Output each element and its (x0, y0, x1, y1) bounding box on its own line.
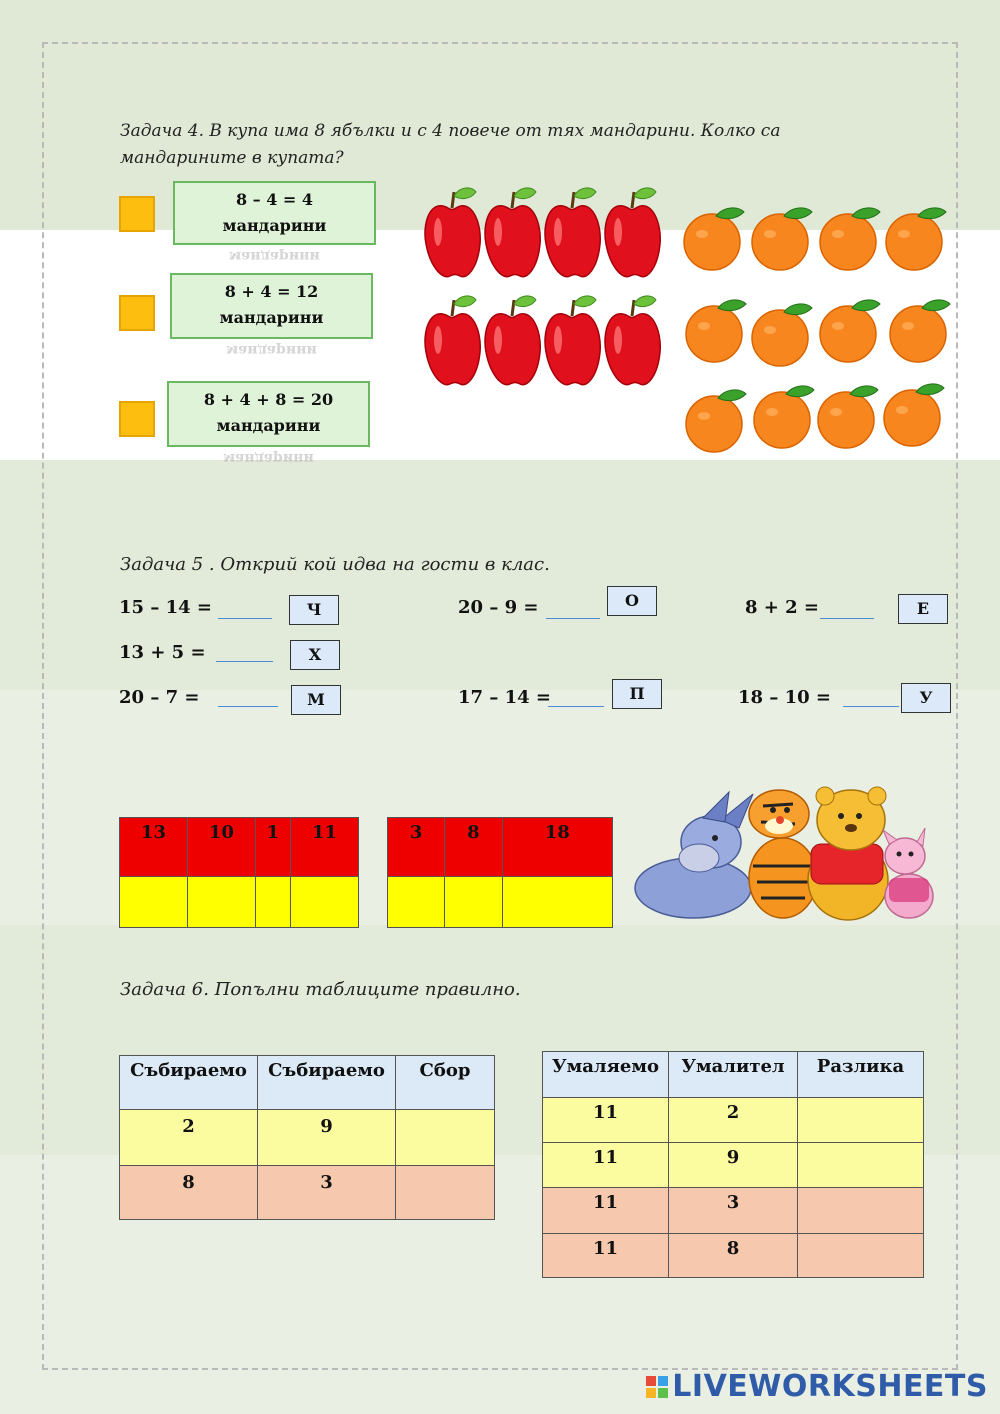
addition-cell: 9 (258, 1110, 396, 1166)
option-1-expr: 8 – 4 = 4 (235, 190, 314, 209)
mandarin-icon (820, 300, 880, 362)
apple-icon (425, 296, 480, 385)
liveworksheets-logo (646, 1369, 988, 1404)
sum-answer-cell[interactable] (396, 1166, 495, 1220)
code-cell: 1 (255, 818, 290, 877)
mandarin-icon (686, 300, 746, 362)
apple-icon (425, 188, 480, 277)
subtraction-header-difference: Разлика (798, 1052, 924, 1098)
option-3-expr: 8 + 4 + 8 = 20 (203, 390, 334, 409)
letter-answer-cell[interactable] (388, 877, 445, 928)
equation-6: 8 + 2 = (745, 597, 820, 618)
winnie-the-pooh-friends-illustration (633, 770, 953, 922)
letter-answer-cell[interactable] (255, 877, 290, 928)
apple-icon (545, 188, 600, 277)
code-cell: 3 (388, 818, 445, 877)
difference-answer-cell[interactable] (798, 1188, 924, 1234)
code-table-2 (387, 817, 613, 928)
difference-answer-cell[interactable] (798, 1143, 924, 1188)
addition-cell: 8 (120, 1166, 258, 1220)
task4-text: Задача 4. В купа има 8 ябълки и с 4 повече от тях мандарини. Колко са мандарините в купата? (120, 121, 781, 168)
option-box-3[interactable] (167, 381, 370, 447)
mandarin-icon (752, 304, 812, 366)
answer-input-1[interactable] (218, 618, 272, 619)
letter-card-5: П (612, 679, 662, 709)
liveworksheets-logo-text: LIVEWORKSHEETS (672, 1369, 988, 1404)
letter-card-6: Е (898, 594, 948, 624)
apple-icon (605, 188, 660, 277)
mandarin-icon (884, 384, 944, 446)
task5-text: Задача 5 . Открий кой идва на гости в клас. (120, 554, 550, 575)
option-3-unit: мандарини (216, 416, 321, 435)
mandarin-icon (890, 300, 950, 362)
subtraction-cell: 11 (543, 1143, 669, 1188)
equation-7: 18 – 10 = (738, 687, 831, 708)
addition-table (119, 1055, 495, 1220)
option-box-2[interactable] (170, 273, 373, 339)
letter-answer-cell[interactable] (502, 877, 612, 928)
mandarin-icon (752, 208, 812, 270)
answer-square-3[interactable] (119, 401, 155, 437)
option-2-expr: 8 + 4 = 12 (224, 282, 319, 301)
option-2-reflection: мандарини (226, 342, 317, 358)
difference-answer-cell[interactable] (798, 1234, 924, 1278)
code-cell: 10 (187, 818, 255, 877)
addition-cell: 2 (120, 1110, 258, 1166)
subtraction-header-subtrahend: Умалител (669, 1052, 798, 1098)
option-box-1[interactable] (173, 181, 376, 245)
addition-header-addend-1: Събираемо (120, 1056, 258, 1110)
sum-answer-cell[interactable] (396, 1110, 495, 1166)
letter-card-2: Х (290, 640, 340, 670)
addition-header-sum: Сбор (396, 1056, 495, 1110)
answer-input-4[interactable] (546, 618, 600, 619)
apple-icon (545, 296, 600, 385)
letter-answer-cell[interactable] (291, 877, 359, 928)
option-1-reflection: мандарини (229, 248, 320, 264)
subtraction-table (542, 1051, 924, 1278)
letter-card-4: О (607, 586, 657, 616)
answer-input-7[interactable] (843, 706, 899, 707)
letter-answer-cell[interactable] (445, 877, 502, 928)
option-2-unit: мандарини (219, 308, 324, 327)
mandarin-icon (818, 386, 878, 448)
subtraction-cell: 11 (543, 1234, 669, 1278)
subtraction-cell: 8 (669, 1234, 798, 1278)
letter-card-7: У (901, 683, 951, 713)
mandarin-icon (754, 386, 814, 448)
mandarin-icon (686, 390, 746, 452)
subtraction-cell: 11 (543, 1098, 669, 1143)
letter-answer-cell[interactable] (120, 877, 188, 928)
letter-card-1: Ч (289, 595, 339, 625)
equation-1: 15 – 14 = (119, 597, 212, 618)
apple-icon (485, 296, 540, 385)
apple-icon (605, 296, 660, 385)
subtraction-cell: 11 (543, 1188, 669, 1234)
subtraction-cell: 2 (669, 1098, 798, 1143)
addition-cell: 3 (258, 1166, 396, 1220)
answer-input-5[interactable] (548, 706, 604, 707)
subtraction-cell: 3 (669, 1188, 798, 1234)
addition-header-addend-2: Събираемо (258, 1056, 396, 1110)
apple-icon (485, 188, 540, 277)
difference-answer-cell[interactable] (798, 1098, 924, 1143)
letter-answer-cell[interactable] (187, 877, 255, 928)
option-3-reflection: мандарини (223, 450, 314, 466)
code-cell: 8 (445, 818, 502, 877)
task6-text: Задача 6. Попълни таблиците правилно. (120, 979, 521, 1000)
answer-input-6[interactable] (820, 618, 874, 619)
option-1-unit: мандарини (222, 216, 327, 235)
answer-square-1[interactable] (119, 196, 155, 232)
code-cell: 13 (120, 818, 188, 877)
code-table-1 (119, 817, 359, 928)
answer-input-3[interactable] (218, 706, 278, 707)
mandarin-icon (684, 208, 744, 270)
answer-square-2[interactable] (119, 295, 155, 331)
equation-3: 20 – 7 = (119, 687, 200, 708)
mandarin-icon (820, 208, 880, 270)
letter-card-3: М (291, 685, 341, 715)
apples-illustration (415, 182, 665, 392)
equation-2: 13 + 5 = (119, 642, 206, 663)
equation-5: 17 – 14 = (458, 687, 551, 708)
liveworksheets-mark-icon (646, 1371, 668, 1393)
mandarin-icon (886, 208, 946, 270)
code-cell: 11 (291, 818, 359, 877)
subtraction-cell: 9 (669, 1143, 798, 1188)
answer-input-2[interactable] (216, 661, 273, 662)
mandarins-illustration (676, 200, 956, 460)
subtraction-header-minuend: Умаляемо (543, 1052, 669, 1098)
code-cell: 18 (502, 818, 612, 877)
equation-4: 20 – 9 = (458, 597, 539, 618)
